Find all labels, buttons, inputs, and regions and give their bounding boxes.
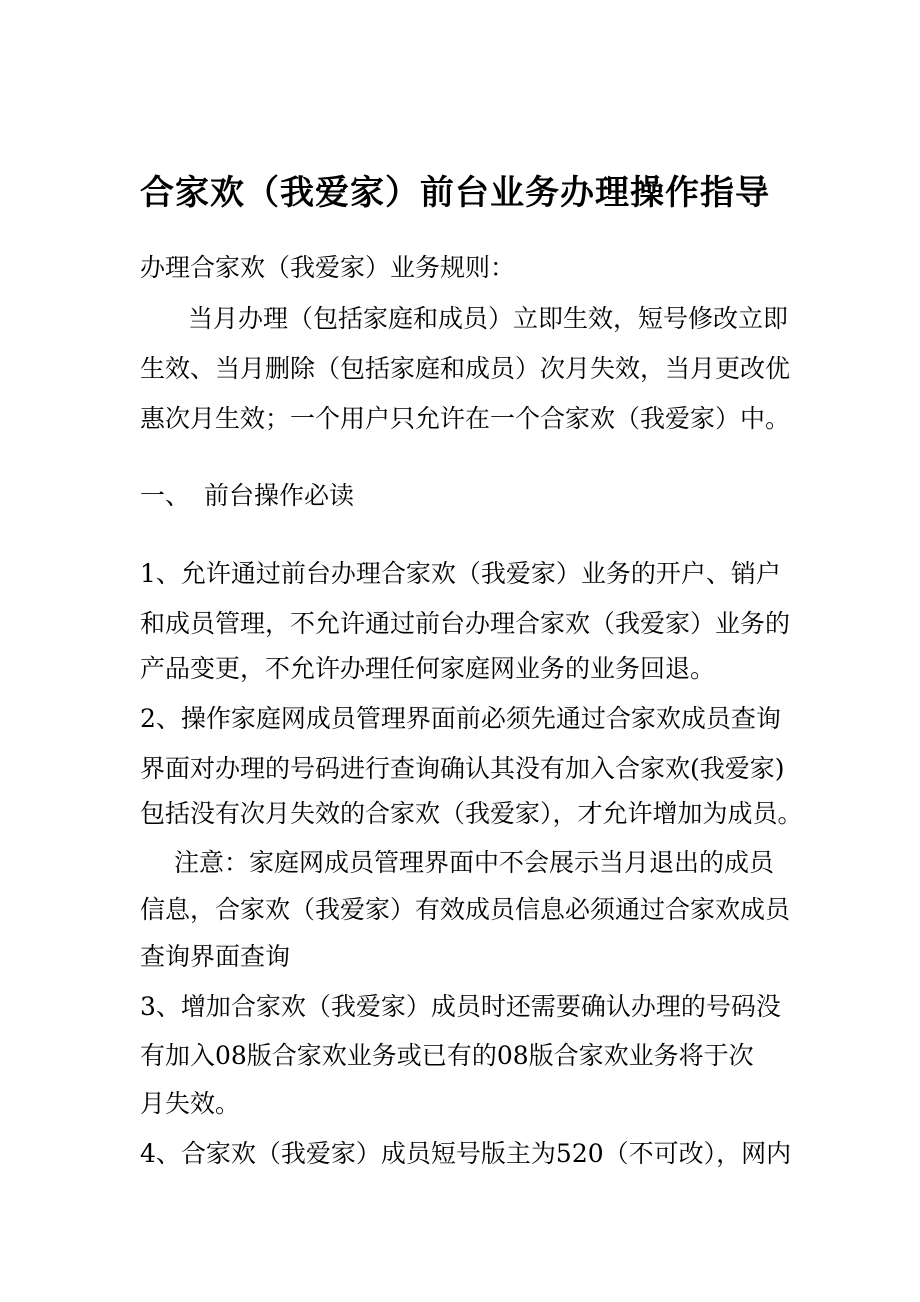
note-line-3: 查询界面查询 — [140, 942, 291, 971]
rules-paragraph-line-3: 惠次月生效；一个用户只允许在一个合家欢（我爱家）中。 — [140, 404, 791, 433]
rules-paragraph-line-2: 生效、当月删除（包括家庭和成员）次月失效，当月更改优 — [140, 354, 791, 383]
item-3-line-2: 有加入08版合家欢业务或已有的08版合家欢业务将于次 — [140, 1041, 754, 1070]
item-2-line-3: 包括没有次月失效的合家欢（我爱家），才允许增加为成员。 — [140, 799, 803, 828]
rules-heading: 办理合家欢（我爱家）业务规则： — [140, 253, 516, 282]
document-title: 合家欢（我爱家）前台业务办理操作指导 — [140, 173, 770, 213]
note-line-2: 信息，合家欢（我爱家）有效成员信息必须通过合家欢成员 — [140, 895, 791, 924]
item-1-line-2: 和成员管理，不允许通过前台办理合家欢（我爱家）业务的 — [140, 609, 791, 638]
item-3-line-1: 3、增加合家欢（我爱家）成员时还需要确认办理的号码没 — [140, 992, 781, 1021]
item-2-line-2: 界面对办理的号码进行查询确认其没有加入合家欢(我爱家) — [140, 754, 785, 783]
rules-paragraph-line-1: 当月办理（包括家庭和成员）立即生效，短号修改立即 — [188, 304, 789, 333]
item-1-line-3: 产品变更，不允许办理任何家庭网业务的业务回退。 — [140, 654, 716, 683]
section-1-number: 一、 — [140, 481, 191, 510]
note-line-1: 注意：家庭网成员管理界面中不会展示当月退出的成员 — [174, 848, 775, 877]
section-1-heading — [140, 479, 354, 513]
item-3-line-3: 月失效。 — [140, 1089, 241, 1118]
item-1-line-1: 1、允许通过前台办理合家欢（我爱家）业务的开户、销户 — [140, 559, 781, 588]
item-2-line-1: 2、操作家庭网成员管理界面前必须先通过合家欢成员查询 — [140, 704, 781, 733]
item-4-line-1: 4、合家欢（我爱家）成员短号版主为520（不可改），网内 — [140, 1139, 792, 1168]
section-1-title: 前台操作必读 — [204, 481, 355, 510]
